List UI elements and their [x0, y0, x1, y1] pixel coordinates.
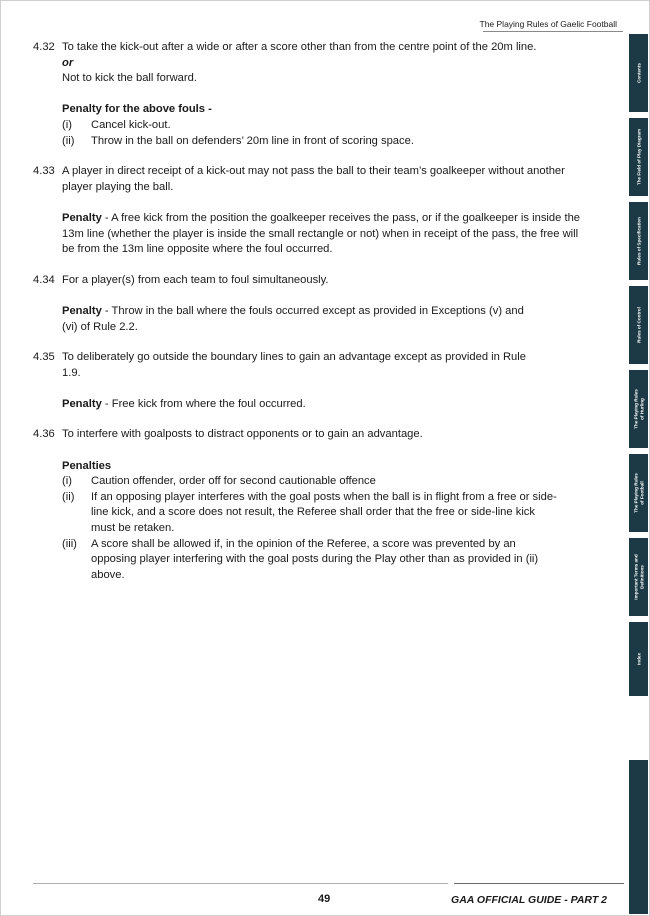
- rule-text-alt: Not to kick the ball forward.: [62, 72, 197, 85]
- tab-contents[interactable]: [629, 34, 648, 112]
- running-header: The Playing Rules of Gaelic Football: [479, 19, 617, 29]
- footer-rule-accent: [454, 883, 624, 884]
- tab-field-of-play-diagram[interactable]: [629, 118, 648, 196]
- tab-label: The Playing Rules of Hurling: [633, 389, 644, 429]
- tab-label: Index: [635, 653, 641, 665]
- tab-index[interactable]: [629, 622, 648, 696]
- penalty-label: Penalty: [62, 397, 102, 410]
- tab-bottom-bar: [629, 760, 648, 914]
- item-numeral: (iii): [62, 537, 77, 550]
- penalty-item: [62, 118, 593, 134]
- rules-content: [33, 40, 593, 598]
- tab-label: Contents: [635, 63, 641, 83]
- penalty-text: - Free kick from where the foul occurred.: [101, 397, 306, 410]
- item-numeral: (i): [62, 475, 72, 488]
- rule-4-34: [33, 273, 593, 335]
- rule-number: 4.33: [33, 165, 55, 178]
- rule-text: To interfere with goalposts to distract opponents or to gain an advantage.: [62, 428, 423, 441]
- rule-text: To take the kick-out after a wide or after a score other than from the centre point of the 20m line.: [62, 41, 537, 53]
- rule-4-36: [33, 427, 593, 583]
- penalty-paragraph: [62, 211, 593, 258]
- rule-4-33: [33, 164, 593, 258]
- item-numeral: (i): [62, 118, 72, 131]
- rule-4-35: [33, 350, 593, 412]
- penalty-paragraph: [62, 397, 593, 413]
- item-text: Caution offender, order off for second cautionable offence: [91, 475, 376, 488]
- tab-playing-rules-hurling[interactable]: [629, 370, 648, 448]
- tab-important-terms[interactable]: [629, 538, 648, 616]
- tab-label: Rules of Control: [635, 307, 641, 343]
- item-text: Throw in the ball on defenders’ 20m line in front of scoring space.: [91, 134, 414, 147]
- rule-number: 4.34: [33, 273, 55, 286]
- rule-text: To deliberately go outside the boundary lines to gain an advantage except as provided in Rule 1.9.: [62, 351, 526, 379]
- penalty-label: Penalty: [62, 211, 102, 224]
- penalty-label: Penalty: [62, 304, 102, 317]
- penalty-item: [62, 537, 557, 584]
- tab-label: The Field of Play Diagram: [635, 128, 641, 186]
- tab-label: The Playing Rules of Football: [633, 473, 644, 513]
- penalty-text: - A free kick from the position the goalkeeper receives the pass, or if the goalkeeper is inside the 13m line (whether the player is inside the small rectangle or not) when in receipt of the pass, the free will be from the 13m line opposite where the foul occurred.: [62, 211, 581, 256]
- rule-number: 4.32: [33, 41, 55, 53]
- penalty-heading: Penalty for the above fouls -: [62, 103, 212, 116]
- footer-rule: [33, 883, 448, 884]
- penalty-paragraph: [62, 304, 542, 335]
- page-number: 49: [318, 893, 331, 905]
- rule-text: For a player(s) from each team to foul simultaneously.: [62, 273, 329, 286]
- tab-playing-rules-football[interactable]: [629, 454, 648, 532]
- penalty-item: [62, 474, 557, 490]
- rule-number: 4.35: [33, 351, 55, 364]
- rule-4-32: [33, 40, 593, 149]
- item-text: If an opposing player interferes with the goal posts when the ball is in flight from a free or side-line kick, and a score does not result, the Referee shall order that the free or side-line kick must be retaken.: [91, 490, 557, 535]
- penalty-item: [62, 490, 557, 537]
- penalty-text: - Throw in the ball where the fouls occurred except as provided in Exceptions (v) and (vi) of Rule 2.2.: [62, 304, 524, 333]
- tab-label: Important Terms and Definitions: [633, 554, 644, 600]
- tab-rules-of-control[interactable]: [629, 286, 648, 364]
- item-numeral: (ii): [62, 490, 75, 503]
- rule-text: A player in direct receipt of a kick-out may not pass the ball to their team’s goalkeeper without another player playing the ball.: [62, 165, 565, 193]
- penalties-heading: Penalties: [62, 459, 112, 472]
- header-rule: [483, 31, 623, 32]
- rule-number: 4.36: [33, 428, 55, 441]
- rule-or: or: [62, 56, 74, 69]
- tab-rules-of-specification[interactable]: [629, 202, 648, 280]
- tab-label: Rules of Specification: [635, 217, 641, 265]
- item-numeral: (ii): [62, 134, 75, 147]
- footer-title: GAA OFFICIAL GUIDE - PART 2: [451, 894, 607, 906]
- penalty-item: [62, 134, 593, 150]
- item-text: A score shall be allowed if, in the opinion of the Referee, a score was prevented by an opposing player interfering with the goal posts during the Play other than as provided in (ii) above.: [91, 537, 539, 581]
- item-text: Cancel kick-out.: [91, 118, 171, 131]
